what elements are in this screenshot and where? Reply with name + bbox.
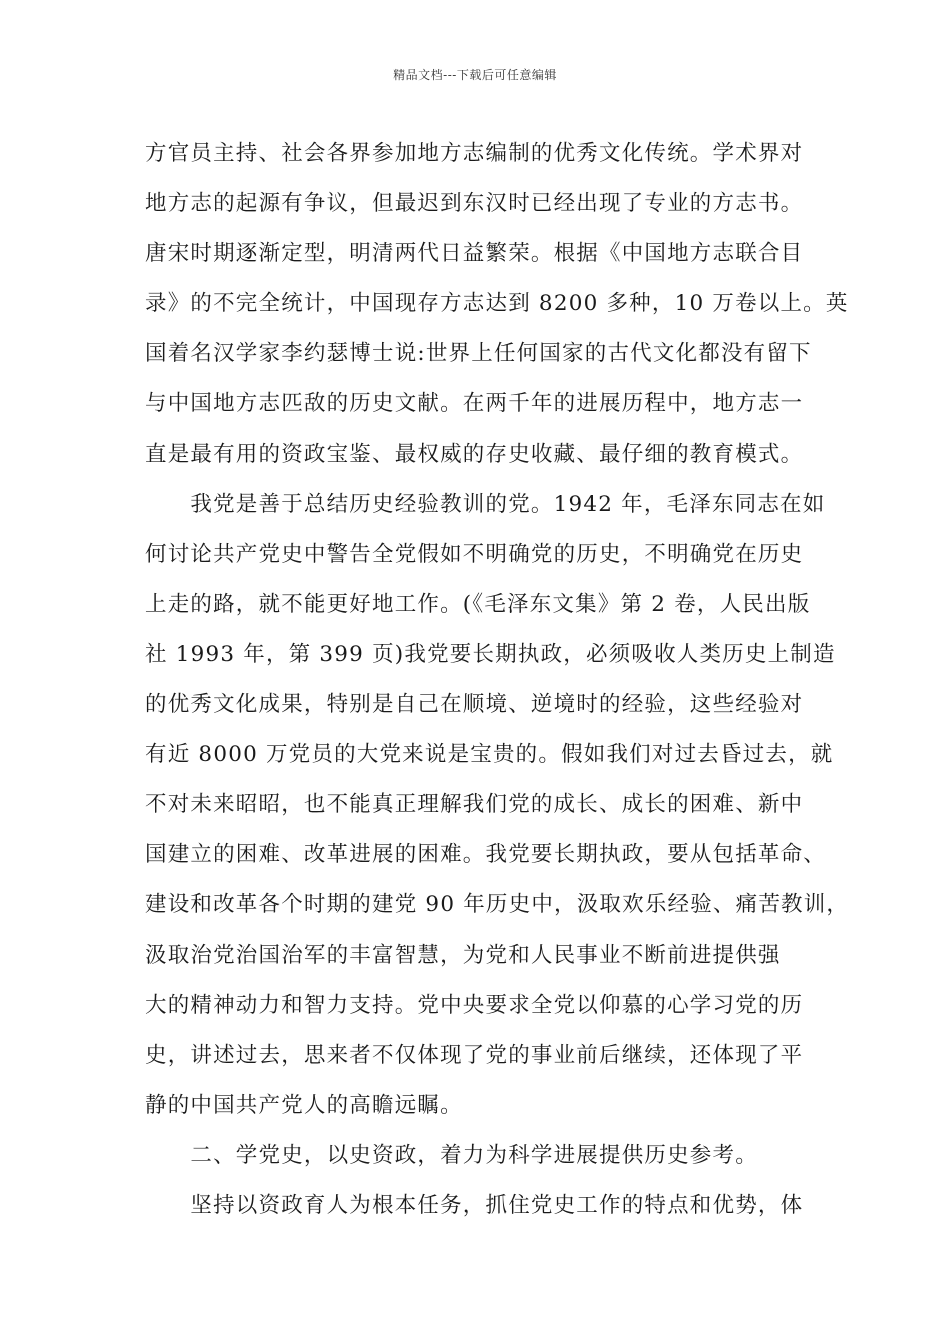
text-line: 史，讲述过去，思来者不仅体现了党的事业前后继续，还体现了平 [145, 1042, 804, 1068]
text-line: 国着名汉学家李约瑟博士说:世界上任何国家的古代文化都没有留下 [145, 341, 812, 367]
text-line: 方官员主持、社会各界参加地方志编制的优秀文化传统。学术界对 [145, 141, 804, 166]
text-line: 大的精神动力和智力支持。党中央要求全党以仰慕的心学习党的历 [145, 992, 804, 1018]
text-line: 直是最有用的资政宝鉴、最权威的存史收藏、最仔细的教育模式。 [145, 441, 804, 467]
text-line: 坚持以资政育人为根本任务，抓住党史工作的特点和优势，体 [145, 1192, 804, 1218]
text-line: 汲取治党治国治军的丰富智慧，为党和人民事业不断前进提供强 [145, 942, 781, 968]
text-line: 国建立的困难、改革进展的困难。我党要长期执政，要从包括革命、 [145, 842, 827, 868]
text-line: 唐宋时期逐渐定型，明清两代日益繁荣。根据《中国地方志联合目 [145, 241, 804, 267]
text-line: 我党是善于总结历史经验教训的党。1942 年，毛泽东同志在如 [145, 491, 826, 517]
text-line: 二、学党史，以史资政，着力为科学进展提供历史参考。 [145, 1142, 758, 1168]
page-header: 精品文档---下载后可任意编辑 [393, 68, 557, 82]
text-line: 与中国地方志匹敌的历史文献。在两千年的进展历程中，地方志一 [145, 391, 804, 417]
text-line: 静的中国共产党人的高瞻远瞩。 [145, 1092, 463, 1118]
text-line: 上走的路，就不能更好地工作。(《毛泽东文集》第 2 卷，人民出版 [145, 591, 811, 617]
text-line: 的优秀文化成果，特别是自己在顺境、逆境时的经验，这些经验对 [145, 692, 804, 718]
text-line: 录》的不完全统计，中国现存方志达到 8200 多种，10 万卷以上。英 [145, 291, 849, 317]
text-line: 社 1993 年，第 399 页)我党要长期执政，必须吸收人类历史上制造 [145, 641, 836, 667]
text-line: 建设和改革各个时期的建党 90 年历史中，汲取欢乐经验、痛苦教训， [145, 892, 850, 918]
text-line: 有近 8000 万党员的大党来说是宝贵的。假如我们对过去昏过去，就 [145, 742, 834, 768]
text-line: 不对未来昭昭，也不能真正理解我们党的成长、成长的困难、新中 [145, 792, 804, 818]
text-line: 何讨论共产党史中警告全党假如不明确党的历史，不明确党在历史 [145, 541, 804, 567]
text-line: 地方志的起源有争议，但最迟到东汉时已经出现了专业的方志书。 [145, 191, 804, 217]
body-text [145, 129, 850, 1231]
